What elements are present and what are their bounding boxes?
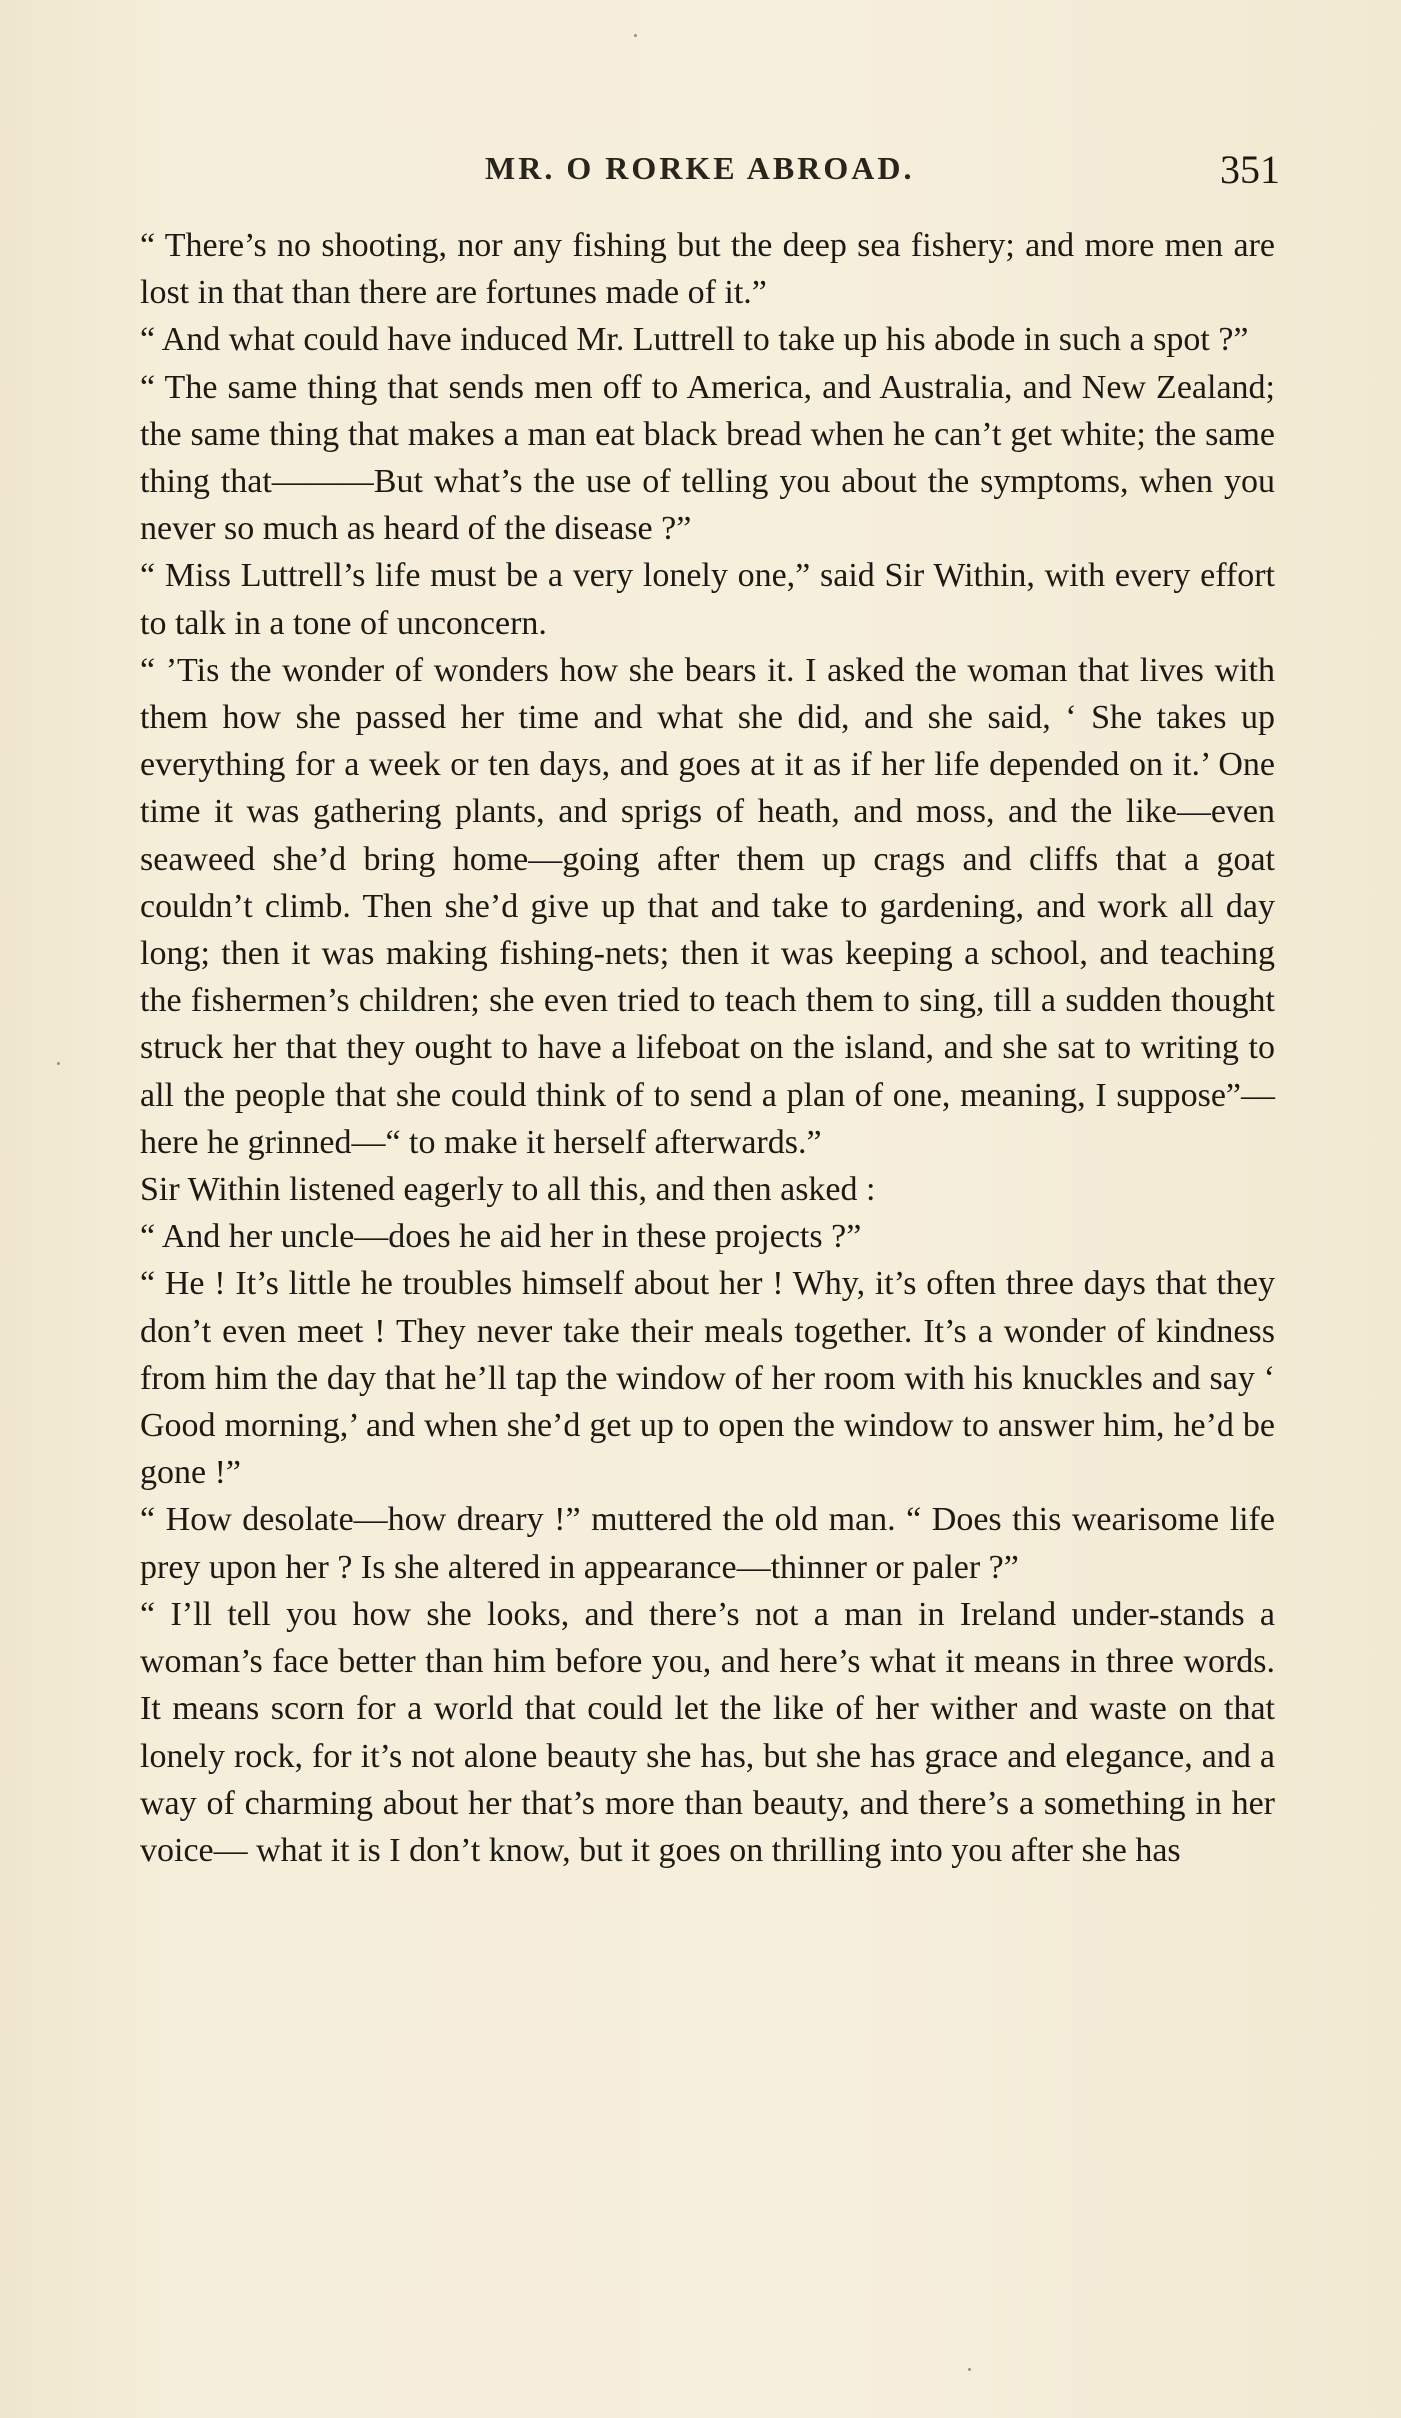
paragraph: “ There’s no shooting, nor any fishing but the deep sea fishery; and more men are lost in that than there are fortunes made of it.” xyxy=(140,227,1275,312)
ink-speck xyxy=(968,2368,971,2371)
paragraph: “ And what could have induced Mr. Luttrell to take up his abode in such a spot ?” xyxy=(140,321,1249,359)
paragraph: “ ’Tis the wonder of wonders how she bears it. I asked the woman that lives with them how she passed her time and what she did, and she said, ‘ She takes up everything for a week or ten days, and goes at it as if her life depended on it.’ One time it was gathering plants, and sprigs of heath, and moss, and the like—even seaweed she’d bring home—going after them up crags and cliffs that a goat couldn’t climb. Then she’d give up that and take to gardening, and work all day long; then it was making fishing-nets; then it was keeping a school, and teaching the fishermen’s children; she even tried to teach them to sing, till a sudden thought struck her that they ought to have a lifeboat on the island, and she sat to writing to all the people that she could think of to send a plan of one, meaning, I suppose”—here he grinned—“ to make it herself afterwards.” xyxy=(140,651,1275,1161)
paragraph: “ And her uncle—does he aid her in these projects ?” xyxy=(140,1218,862,1256)
body-text xyxy=(140,222,1275,1874)
running-head: MR. O RORKE ABROAD. xyxy=(485,150,915,186)
paragraph: “ Miss Luttrell’s life must be a very lonely one,” said Sir Within, with every effort to talk in a tone of unconcern. xyxy=(140,557,1275,642)
paragraph: Sir Within listened eagerly to all this, and then asked : xyxy=(140,1171,876,1209)
page-header xyxy=(130,147,1280,200)
page-number: 351 xyxy=(1220,147,1280,192)
ink-speck xyxy=(57,1062,60,1065)
paragraph: “ I’ll tell you how she looks, and there’s not a man in Ireland under-stands a woman’s face better than him before you, and here’s what it means in three words. It means scorn for a world that could let the like of her wither and waste on that lonely rock, for it’s not alone beauty she has, but she has grace and elegance, and a way of charming about her that’s more than beauty, and there’s a something in her voice— what it is I don’t know, but it goes on thrilling into you after she has xyxy=(140,1595,1275,1869)
paragraph: “ The same thing that sends men off to America, and Australia, and New Zealand; the same thing that makes a man eat black bread when he can’t get white; the same thing that———But what’s the use of telling you about the symptoms, when you never so much as heard of the disease ?” xyxy=(140,368,1275,548)
paragraph: “ He ! It’s little he troubles himself about her ! Why, it’s often three days that they don’t even meet ! They never take their meals together. It’s a wonder of kindness from him the day that he’ll tap the window of her room with his knuckles and say ‘ Good morning,’ and when she’d get up to open the window to answer him, he’d be gone !” xyxy=(140,1265,1275,1492)
paragraph: “ How desolate—how dreary !” muttered the old man. “ Does this wearisome life prey upon her ? Is she altered in appearance—thinner or paler ?” xyxy=(140,1501,1275,1586)
ink-speck xyxy=(634,34,637,37)
